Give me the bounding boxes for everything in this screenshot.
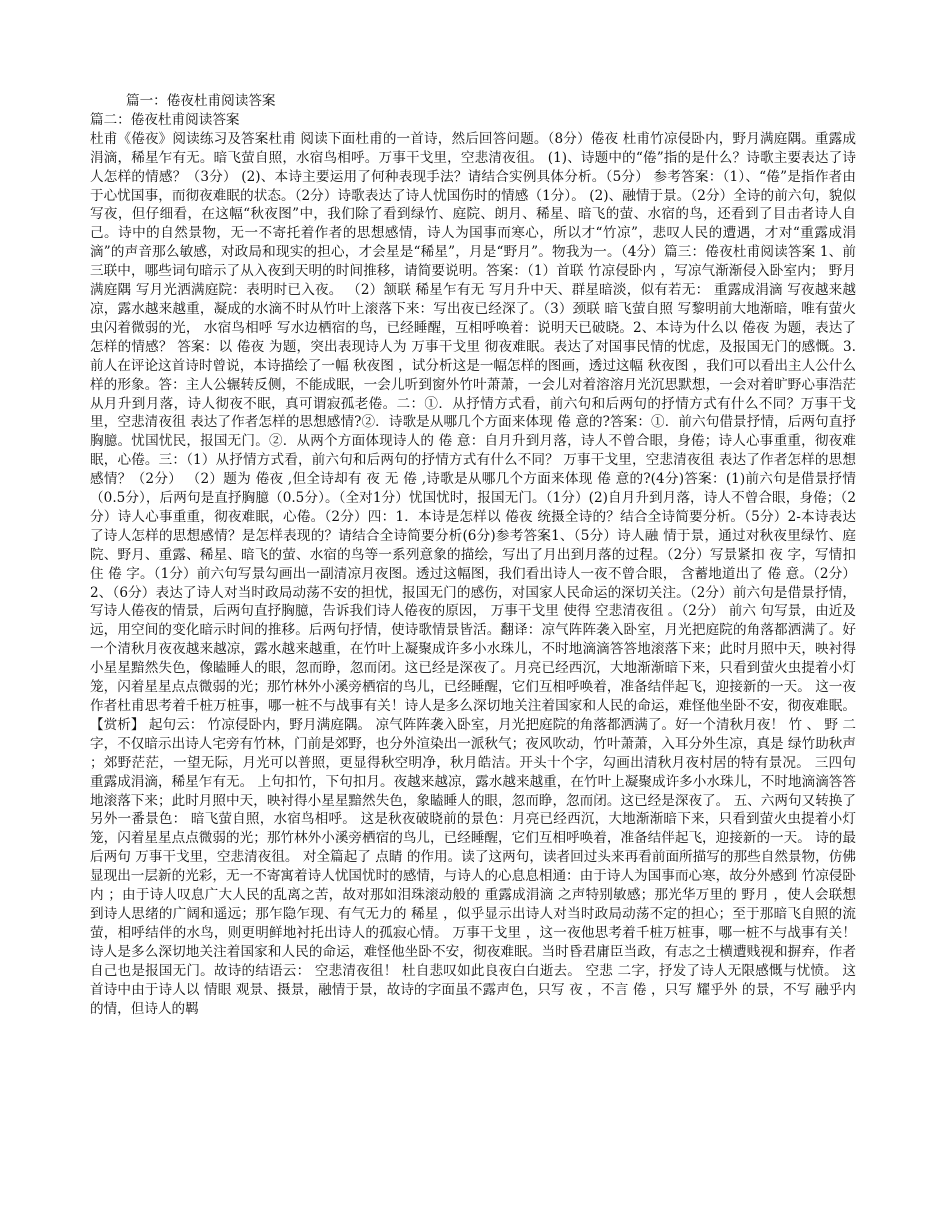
document-subheading: 篇二：倦夜杜甫阅读答案 xyxy=(90,111,240,128)
document-paragraph: 杜甫《倦夜》阅读练习及答案杜甫 阅读下面杜甫的一首诗，然后回答问题。（8分）倦夜 杜甫竹凉侵卧内，野月满庭隅。重露成涓滴，稀星乍有无。暗飞萤自照，水宿鸟相呼。万事干戈里，空悲清夜徂。 (1)、诗题中的“倦”指的是什么？诗歌主要表达了诗人怎样的情感？（3分） (2)、本诗主要运用了何种表现手法？请结合实例具体分析。（5分） 参考答案：（1）、“倦”是指作者由于心忧国事，而彻夜难眠的状态。（2分）诗歌表达了诗人忧国伤时的情感（1分）。 (2)、融情于景。（2分）全诗的前六句，貌似写夜，但仔细看，在这幅“秋夜图”中，我们除了看到绿竹、庭院、朗月、稀星、暗飞的萤、水宿的鸟，还看到了目击者诗人自己。诗中的自然景物，无一不寄托着作者的思想感情，诗人为国事而寒心，所以才“竹凉”，悲叹人民的遭遇，才对“重露成涓滴”的声音那么敏感，对政局和现实的担心，才会星是“稀星”，月是“野月”。物我为一。（4分）篇三：倦夜杜甫阅读答案 1、前三联中，哪些词句暗示了从入夜到天明的时间推移，请简要说明。答案：（1）首联 竹凉侵卧内 ，写凉气渐渐侵入卧室内； 野月满庭隅 写月光洒满庭院：表明时已入夜。 （2）颔联 稀星乍有无 写月升中天、群星暗淡，似有若无： 重露成涓滴 写夜越来越凉，露水越来越重，凝成的水滴不时从竹叶上滚落下来：写出夜已经深了。（3）颈联 暗飞萤自照 写黎明前大地渐暗，唯有萤火虫闪着微弱的光， 水宿鸟相呼 写水边栖宿的鸟，已经睡醒，互相呼唤着：说明天已破晓。2、本诗为什么以 倦夜 为题，表达了怎样的情感？ 答案：以 倦夜 为题，突出表现诗人为 万事干戈里 彻夜难眠。表达了对国事民情的忧虑，及报国无门的感慨。3.前人在评论这首诗时曾说，本诗描绘了一幅 秋夜图 ，试分析这是一幅怎样的图画，透过这幅 秋夜图 ，我们可以看出主人公什么样的形象。答：主人公辗转反侧，不能成眠，一会儿听到窗外竹叶萧萧，一会儿对着溶溶月光沉思默想，一会对着旷野心事浩茫 从月升到月落，诗人彻夜不眠，真可谓寂孤老倦。二：①．从抒情方式看，前六句和后两句的抒情方式有什么不同？万事干戈里，空悲清夜徂 表达了作者怎样的思想感情?②．诗歌是从哪几个方面来体现 倦 意的?答案：①．前六句借景抒情，后两句直抒胸臆。忧国忧民，报国无门。②．从两个方面体现诗人的 倦 意：自月升到月落，诗人不曾合眼，身倦；诗人心事重重，彻夜难眠，心倦。三：（1）从抒情方式看，前六句和后两句的抒情方式有什么不同？ 万事干戈里，空悲清夜徂 表达了作者怎样的思想感情？（2分） （2）题为 倦夜 ,但全诗却有 夜 无 倦 ,诗歌是从哪几个方面来体现 倦 意的?(4分)答案：(1)前六句是借景抒情（0.5分），后两句是直抒胸臆（0.5分）。（全对1分）忧国忧时，报国无门。（1分）(2)自月升到月落，诗人不曾合眼，身倦；（2分）诗人心事重重，彻夜难眠，心倦。（2分）四：1．本诗是怎样以 倦夜 统摄全诗的？结合全诗简要分析。（5分）2-本诗表达了诗人怎样的思想感情？是怎样表现的？请结合全诗简要分析(6分)参考答案1、（5分）诗人融 情于景，通过对秋夜里绿竹、庭院、野月、重露、稀星、暗飞的萤、水宿的鸟等一系列意象的描绘，写出了月出到月落的过程。（2分）写景紧扣 夜 字，写情扣住 倦 字。（1分）前六句写景勾画出一副清凉月夜图。透过这幅图，我们看出诗人一夜不曾合眼， 含蓄地道出了 倦 意。（2分）2、（6分）表达了诗人对当时政局动荡不安的担忧，报国无门的感伤，对国家人民命运的深切关注。（2分）前六句是借景抒情，写诗人倦夜的情景，后两句直抒胸臆，告诉我们诗人倦夜的原因， 万事干戈里 使得 空悲清夜徂 。（2分） 前六 句写景，由近及远，用空间的变化暗示时间的推移。后两句抒情，使诗歌情景皆活。翻译：凉气阵阵袭入卧室，月光把庭院的角落都洒满了。好一个清秋月夜夜越来越凉，露水越来越重，在竹叶上凝聚成许多小水珠儿，不时地滴滴答答地滚落下来；此时月照中天，映衬得小星星黯然失色，像瞌睡人的眼，忽而睁，忽而闭。这已经是深夜了。月亮已经西沉，大地渐渐暗下来，只看到萤火虫提着小灯笼，闪着星星点点微弱的光；那竹林外小溪旁栖宿的鸟儿，已经睡醒，它们互相呼唤着，准备结伴起飞，迎接新的一天。 这一夜作者杜甫思考着千桩万桩事，哪一桩不与战事有关！诗人是多么深切地关注着国家和人民的命运，难怪他坐卧不安，彻夜难眠。【赏析】 起句云： 竹凉侵卧内，野月满庭隅。 凉气阵阵袭入卧室，月光把庭院的角落都洒满了。好一个清秋月夜！ 竹 、 野 二字，不仅暗示出诗人宅旁有竹林，门前是郊野，也分外渲染出一派秋气；夜风吹动，竹叶萧萧，入耳分外生凉，真是 绿竹助秋声 ；郊野茫茫，一望无际，月光可以普照，更显得秋空明净，秋月皓洁。开头十个字，勾画出清秋月夜村居的特有景况。 三四句 重露成涓滴，稀星乍有无。 上句扣竹，下句扣月。夜越来越凉，露水越来越重，在竹叶上凝聚成许多小水珠儿，不时地滴滴答答地滚落下来；此时月照中天，映衬得小星星黯然失色，象瞌睡人的眼，忽而睁，忽而闭。这已经是深夜了。 五、六两句又转换了另外一番景色： 暗飞萤自照，水宿鸟相呼。 这是秋夜破晓前的景色：月亮已经西沉，大地渐渐暗下来，只看到萤火虫提着小灯笼，闪着星星点点微弱的光；那竹林外小溪旁栖宿的鸟儿，已经睡醒，它们互相呼唤着，准备结伴起飞，迎接新的一天。 诗的最后两句 万事干戈里，空悲清夜徂。 对全篇起了 点睛 的作用。读了这两句，读者回过头来再看前面所描写的那些自然景物，仿佛显现出一层新的光彩，无一不寄寓着诗人忧国忧时的感情，与诗人的心息息相通：由于诗人为国事而心寒，故分外感到 竹凉侵卧内 ；由于诗人叹息广大人民的乱离之苦，故对那如泪珠滚动般的 重露成涓滴 之声特别敏感；那光华万里的 野月 ，使人会联想到诗人思绪的广阔和遥远；那乍隐乍现、有气无力的 稀星 ，似乎显示出诗人对当时政局动荡不定的担心；至于那暗飞自照的流萤，相呼结伴的水鸟，则更明鲜地衬托出诗人的孤寂心情。 万事干戈里 ，这一夜他思考着千桩万桩事，哪一桩不与战事有关！诗人是多么深切地关注着国家和人民的命运，难怪他坐卧不安，彻夜难眠。当时昏君庸臣当政，有志之士横遭贱视和摒弃，作者自己也是报国无门。故诗的结语云： 空悲清夜徂！ 杜自悲叹如此良夜白白逝去。 空悲 二字，抒发了诗人无限感慨与忧愤。 这首诗中由于诗人以 情眼 观景、摄景，融情于景，故诗的字面虽不露声色，只写 夜 ，不言 倦 ，只写 耀乎外 的景，不写 融乎内 的情，但诗人的羁 xyxy=(90,130,856,1017)
document-heading: 篇一：倦夜杜甫阅读答案 xyxy=(126,93,276,109)
document-body xyxy=(90,92,856,1018)
